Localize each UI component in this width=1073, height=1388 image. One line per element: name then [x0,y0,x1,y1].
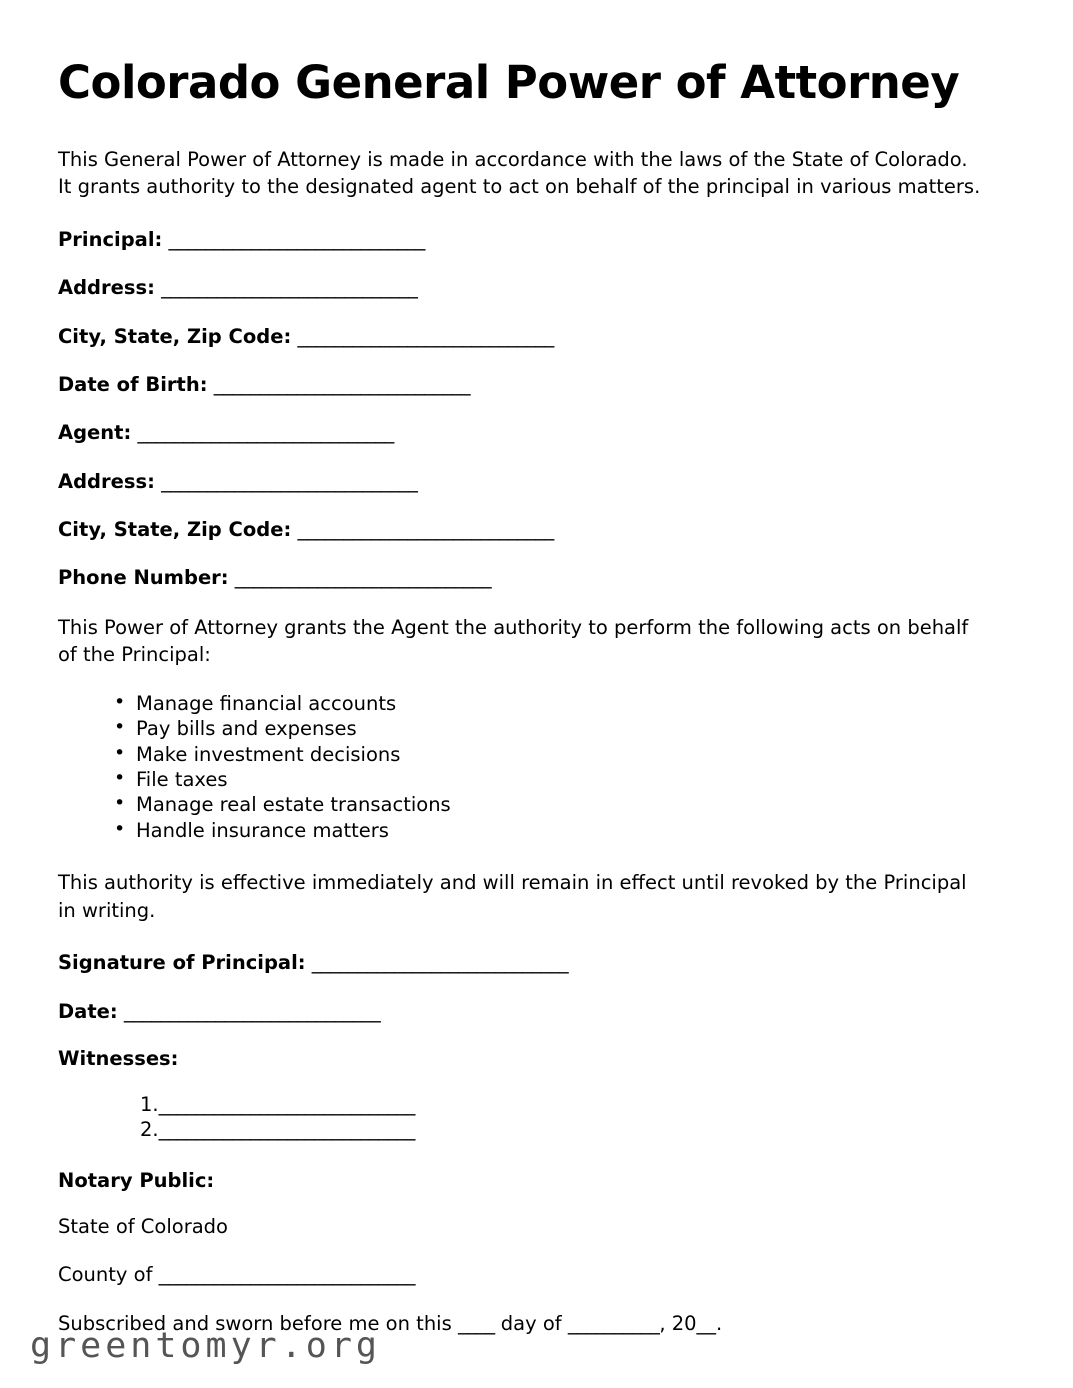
field-label: Date: [58,999,118,1023]
notary-public-heading: Notary Public: [58,1168,215,1192]
field-label: Signature of Principal: [58,951,306,975]
field-blank[interactable]: ____________________________ [161,469,418,493]
field-signature-of-principal [58,950,993,975]
field-agent-phone-number [58,565,993,590]
field-label: Address: [58,276,155,300]
field-label: Phone Number: [58,566,229,590]
field-agent-address [58,469,993,494]
authority-intro-paragraph: This Power of Attorney grants the Agent the authority to perform the following acts on behalf of the Principal: [58,615,969,667]
field-principal-city-state-zip [58,324,993,349]
field-blank[interactable]: ____________________________ [168,227,425,251]
field-blank[interactable]: ____________________________ [158,1118,415,1142]
sworn-day-blank[interactable]: ____ [457,1311,495,1335]
sworn-text-prefix: Subscribed and sworn before me on this [58,1311,458,1335]
list-item [140,1092,993,1117]
field-label: Date of Birth: [58,372,208,396]
list-item: • Manage real estate transactions [114,792,993,817]
field-label: City, State, Zip Code: [58,517,292,541]
field-blank[interactable]: ____________________________ [123,999,381,1023]
list-item: • Handle insurance matters [114,818,993,843]
witness-number: 2. [140,1118,159,1142]
list-item: • Manage financial accounts [114,691,993,716]
field-principal-date-of-birth [58,372,993,397]
authorized-acts-list [58,691,993,843]
intro-paragraph: This General Power of Attorney is made in accordance with the laws of the State of Colorado. It grants authority to the designated agent to act on behalf of the principal in various matters. [58,147,981,199]
site-watermark: greentomyr.org [30,1326,382,1366]
field-label: Principal: [58,227,163,251]
sworn-month-blank[interactable]: __________ [567,1311,660,1335]
field-blank[interactable]: ____________________________ [137,421,394,445]
field-blank[interactable]: ____________________________ [234,566,491,590]
field-principal-address [58,275,993,300]
field-blank[interactable]: ____________________________ [297,517,554,541]
field-agent-city-state-zip [58,517,993,542]
witness-number: 1. [140,1093,159,1117]
notary-county-line [58,1262,993,1287]
sworn-text-mid: day of [494,1311,568,1335]
field-blank[interactable]: ____________________________ [158,1093,415,1117]
field-label: Agent: [58,421,132,445]
witness-list [58,1092,993,1143]
field-blank[interactable]: ____________________________ [158,1263,415,1287]
field-agent-name [58,420,993,445]
field-blank[interactable]: ____________________________ [297,324,554,348]
county-label: County of [58,1263,159,1287]
list-item: • Pay bills and expenses [114,716,993,741]
notary-state-line: State of Colorado [58,1214,228,1238]
field-signature-date [58,999,993,1024]
sworn-text-suffix: , 20__. [659,1311,723,1335]
field-label: City, State, Zip Code: [58,324,292,348]
effective-clause-paragraph: This authority is effective immediately and will remain in effect until revoked by the Principal in writing. [58,871,967,922]
field-label: Address: [58,469,155,493]
field-blank[interactable]: ____________________________ [213,372,470,396]
field-blank[interactable]: ____________________________ [161,276,418,300]
list-item [140,1117,993,1142]
field-principal-name [58,227,993,252]
field-blank[interactable]: ____________________________ [311,951,568,975]
list-item: • Make investment decisions [114,742,993,767]
page-title: Colorado General Power of Attorney [58,56,960,109]
witnesses-heading: Witnesses: [58,1047,179,1071]
list-item: • File taxes [114,767,993,792]
